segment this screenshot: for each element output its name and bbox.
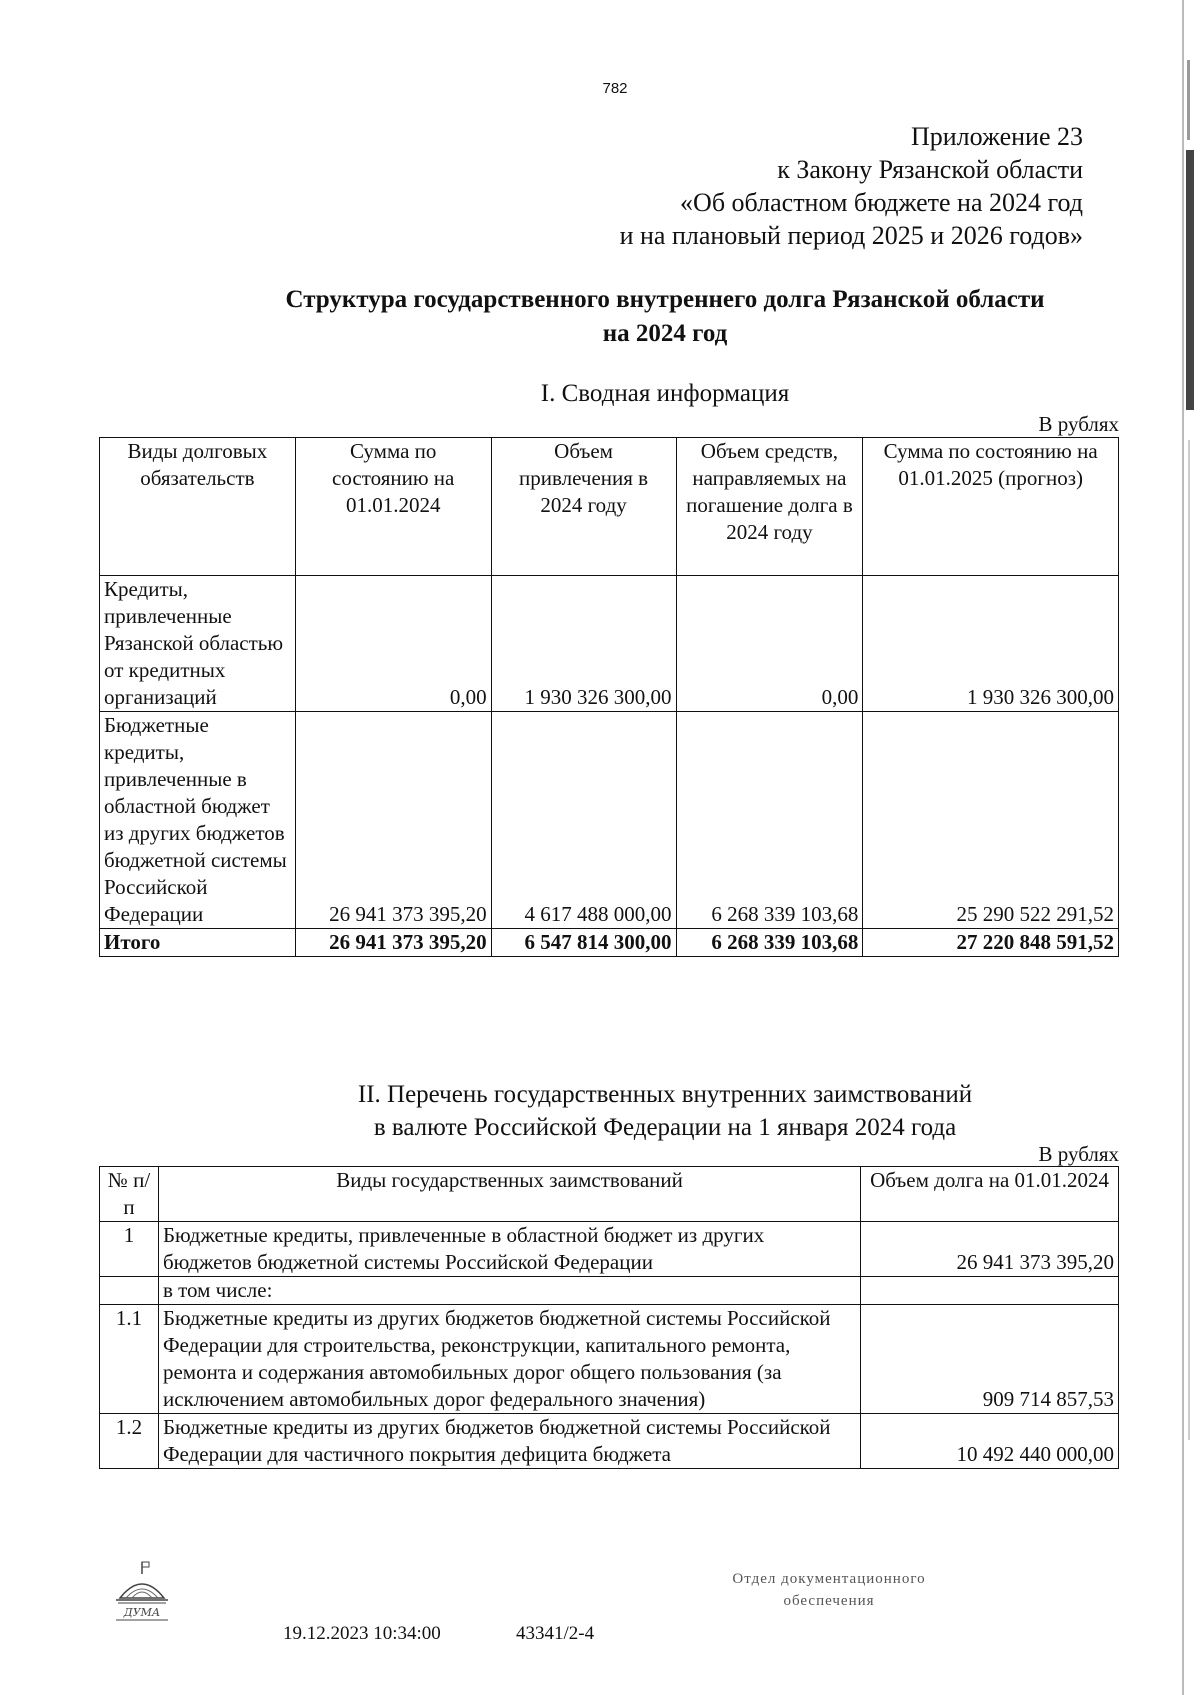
- row-value: 6 268 339 103,68: [676, 712, 863, 929]
- table-row: [100, 1222, 1119, 1277]
- total-value: 6 268 339 103,68: [676, 929, 863, 957]
- title-line-2: на 2024 год: [602, 320, 728, 347]
- row-number: 1.1: [100, 1305, 159, 1414]
- summary-header-row: [100, 438, 1119, 576]
- row-amount: 10 492 440 000,00: [861, 1414, 1119, 1469]
- summary-table: [99, 437, 1119, 957]
- row-amount: 26 941 373 395,20: [861, 1222, 1119, 1277]
- header-borrowing-type: Виды государственных заимствований: [158, 1167, 860, 1222]
- header-borrowing-2024: Объем привлечения в 2024 году: [491, 438, 676, 576]
- annex-line-1: Приложение 23: [910, 122, 1083, 151]
- row-text: в том числе:: [158, 1277, 860, 1305]
- section-2-units: В рублях: [1038, 1142, 1119, 1166]
- table-row: [100, 712, 1119, 929]
- total-label: Итого: [100, 929, 296, 957]
- row-value: 0,00: [295, 576, 491, 712]
- annex-line-2: к Закону Рязанской области: [777, 155, 1083, 184]
- svg-text:ДУМА: ДУМА: [123, 1606, 161, 1619]
- department-stamp: [694, 1568, 964, 1612]
- total-value: 6 547 814 300,00: [491, 929, 676, 957]
- row-name: Бюджетные кредиты, привлеченные в областной бюджет из других бюджетов бюджетной системы Российской Федерации: [100, 712, 296, 929]
- row-name: Кредиты, привлеченные Рязанской областью от кредитных организаций: [100, 576, 296, 712]
- table-row: [100, 576, 1119, 712]
- table-row: [100, 1305, 1119, 1414]
- duma-logo-icon: [110, 1560, 174, 1630]
- section-2-title-line-1: II. Перечень государственных внутренних заимствований: [357, 1081, 973, 1108]
- total-row: [100, 929, 1119, 957]
- footer-datetime: 19.12.2023 10:34:00: [283, 1623, 441, 1644]
- stamp-line-2: обеспечения: [783, 1593, 875, 1609]
- header-debt-amount: Объем долга на 01.01.2024: [861, 1167, 1119, 1222]
- section-2-title-line-2: в валюте Российской Федерации на 1 января 2024 года: [373, 1114, 957, 1141]
- header-number: № п/п: [100, 1167, 159, 1222]
- header-sum-2024: Сумма по состоянию на 01.01.2024: [295, 438, 491, 576]
- section-1-units: В рублях: [1038, 412, 1119, 436]
- header-repayment-2024: Объем средств, направляемых на погашение долга в 2024 году: [676, 438, 863, 576]
- row-text: Бюджетные кредиты, привлеченные в областной бюджет из других бюджетов бюджетной системы Российской Федерации: [158, 1222, 860, 1277]
- total-value: 27 220 848 591,52: [863, 929, 1119, 957]
- row-amount: 909 714 857,53: [861, 1305, 1119, 1414]
- document-title: [100, 283, 1200, 351]
- page-number: 782: [602, 80, 628, 97]
- row-value: 4 617 488 000,00: [491, 712, 676, 929]
- table-row: [100, 1414, 1119, 1469]
- row-text: Бюджетные кредиты из других бюджетов бюджетной системы Российской Федерации для частичного покрытия дефицита бюджета: [158, 1414, 860, 1469]
- row-text: Бюджетные кредиты из других бюджетов бюджетной системы Российской Федерации для строительства, реконструкции, капитального ремонта, ремонта и содержания автомобильных дорог общего пользования (за исключением автомобильных дорог федерального значения): [158, 1305, 860, 1414]
- borrowings-header-row: [100, 1167, 1119, 1222]
- header-sum-2025: Сумма по состоянию на 01.01.2025 (прогноз): [863, 438, 1119, 576]
- table-row: [100, 1277, 1119, 1305]
- section-1-title: I. Сводная информация: [540, 380, 790, 407]
- row-value: 25 290 522 291,52: [863, 712, 1119, 929]
- row-number: [100, 1277, 159, 1305]
- row-value: 26 941 373 395,20: [295, 712, 491, 929]
- row-number: 1.2: [100, 1414, 159, 1469]
- section-2-title: [100, 1078, 1200, 1144]
- annex-header: [620, 120, 1083, 252]
- annex-line-3: «Об областном бюджете на 2024 год: [680, 188, 1083, 217]
- row-value: 1 930 326 300,00: [863, 576, 1119, 712]
- title-line-1: Структура государственного внутреннего долга Рязанской области: [285, 286, 1045, 313]
- stamp-line-1: Отдел документационного: [732, 1571, 926, 1587]
- header-debt-type: Виды долговых обязательств: [100, 438, 296, 576]
- footer-reg-number: 43341/2-4: [516, 1623, 595, 1644]
- row-value: 0,00: [676, 576, 863, 712]
- row-number: 1: [100, 1222, 159, 1277]
- annex-line-4: и на плановый период 2025 и 2026 годов»: [619, 221, 1083, 250]
- scan-edge-artifact: [1178, 0, 1200, 1695]
- total-value: 26 941 373 395,20: [295, 929, 491, 957]
- row-value: 1 930 326 300,00: [491, 576, 676, 712]
- borrowings-table: [99, 1166, 1119, 1469]
- row-amount: [861, 1277, 1119, 1305]
